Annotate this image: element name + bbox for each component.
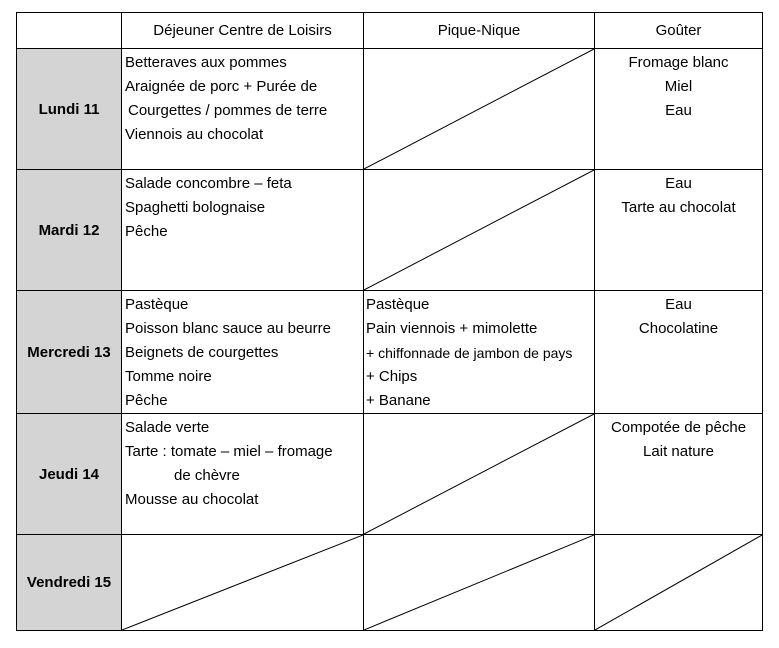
lunch-item: Tarte : tomate – miel – fromage	[125, 443, 333, 460]
day-row-mardi	[17, 170, 763, 291]
day-row-vendredi	[17, 535, 763, 631]
day-row-mercredi	[17, 291, 763, 414]
snack-item: Tarte au chocolat	[621, 199, 736, 216]
diagonal-strike	[364, 170, 594, 290]
lunch-cell	[122, 49, 364, 170]
day-label: Vendredi 15	[17, 535, 122, 631]
snack-item: Fromage blanc	[628, 54, 729, 71]
picnic-item: Pain viennois + mimolette	[366, 320, 538, 337]
diagonal-strike	[364, 49, 594, 169]
picnic-cell-empty	[364, 170, 595, 291]
snack-cell	[595, 49, 763, 170]
picnic-item: + Chips	[366, 368, 418, 385]
picnic-item: + Banane	[366, 392, 431, 409]
picnic-item: + chiffonnade de jambon de pays	[366, 345, 573, 361]
lunch-item: Spaghetti bolognaise	[125, 199, 266, 216]
lunch-cell-empty	[122, 535, 364, 631]
snack-item: Chocolatine	[638, 320, 719, 337]
snack-item: Miel	[664, 78, 693, 95]
lunch-item: Mousse au chocolat	[125, 491, 259, 508]
lunch-cell	[122, 414, 364, 535]
lunch-item: Betteraves aux pommes	[125, 54, 287, 71]
lunch-cell	[122, 170, 364, 291]
lunch-item: Pastèque	[125, 296, 189, 313]
snack-item: Lait nature	[643, 443, 714, 460]
lunch-item: Tomme noire	[125, 368, 212, 385]
snack-cell	[595, 170, 763, 291]
lunch-item: Pêche	[125, 223, 168, 240]
day-label: Lundi 11	[17, 49, 122, 170]
lunch-item: Pêche	[125, 392, 168, 409]
day-row-lundi	[17, 49, 763, 170]
picnic-cell	[364, 291, 595, 414]
picnic-cell-empty	[364, 535, 595, 631]
lunch-item: Viennois au chocolat	[125, 126, 264, 143]
lunch-item: Beignets de courgettes	[125, 344, 279, 361]
snack-cell	[595, 291, 763, 414]
lunch-item: Courgettes / pommes de terre	[128, 102, 328, 119]
diagonal-strike	[364, 414, 594, 534]
day-label: Mercredi 13	[17, 291, 122, 414]
snack-item: Compotée de pêche	[610, 419, 747, 436]
diagonal-strike	[122, 535, 363, 630]
picnic-cell-empty	[364, 414, 595, 535]
header-day	[17, 13, 122, 49]
menu-table-container	[16, 12, 762, 630]
menu-table	[16, 12, 763, 631]
snack-item: Eau	[665, 175, 692, 192]
header-picnic: Pique-Nique	[364, 13, 595, 49]
day-row-jeudi	[17, 414, 763, 535]
diagonal-strike	[595, 535, 762, 630]
lunch-item: Poisson blanc sauce au beurre	[125, 320, 331, 337]
snack-cell	[595, 414, 763, 535]
header-snack: Goûter	[595, 13, 763, 49]
day-label: Mardi 12	[17, 170, 122, 291]
lunch-cell	[122, 291, 364, 414]
snack-item: Eau	[665, 102, 692, 119]
lunch-item: Salade concombre – feta	[125, 175, 292, 192]
picnic-item: Pastèque	[366, 296, 430, 313]
snack-cell-empty	[595, 535, 763, 631]
lunch-item: de chèvre	[174, 467, 240, 484]
day-label: Jeudi 14	[17, 414, 122, 535]
header-lunch: Déjeuner Centre de Loisirs	[122, 13, 364, 49]
lunch-item: Salade verte	[125, 419, 210, 436]
picnic-cell-empty	[364, 49, 595, 170]
header-row	[17, 13, 763, 49]
diagonal-strike	[364, 535, 594, 630]
snack-item: Eau	[665, 296, 692, 313]
lunch-item: Araignée de porc + Purée de	[125, 78, 318, 95]
